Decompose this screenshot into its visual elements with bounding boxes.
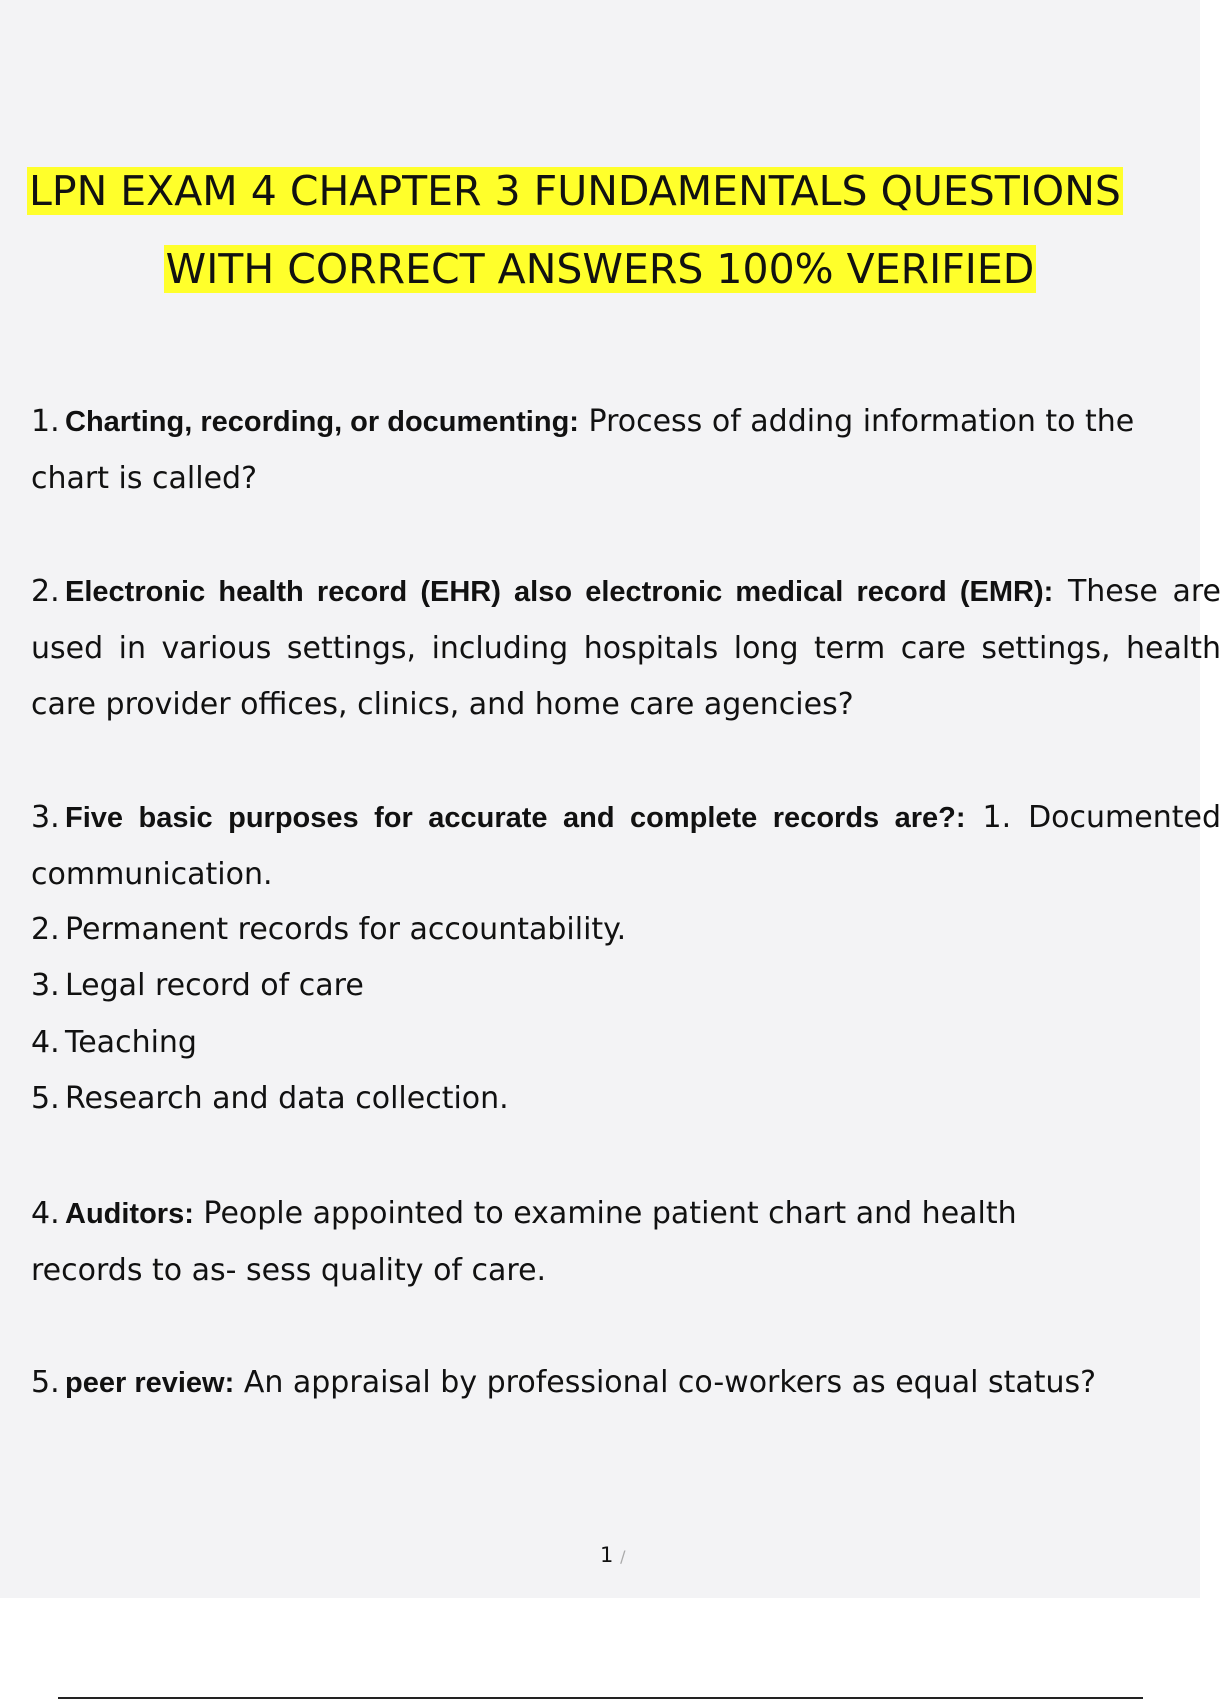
item-number: 1. (31, 404, 60, 439)
subitem-text: Permanent records for accountability. (65, 912, 627, 947)
footer-divider (58, 1697, 1143, 1699)
subitem-number: 4. (31, 1025, 60, 1060)
title-line-2 (0, 244, 1200, 294)
item-definition: People appointed to examine patient chart and health records to as- sess quality of care. (31, 1196, 1017, 1288)
subitem-number: 2. (31, 912, 60, 947)
item-term: peer review: (65, 1367, 235, 1399)
subitem-number: 3. (31, 968, 60, 1003)
subitem-text: Research and data collection. (65, 1081, 509, 1116)
item-number: 3. (31, 800, 60, 835)
item-definition: These are used in various settings, including hospitals long term care settings, health care provider offices, clinics, and home care agencies? (31, 574, 1221, 722)
item-number: 4. (31, 1196, 60, 1231)
subitem-1 (31, 902, 626, 958)
subitem-text: Teaching (65, 1025, 197, 1060)
item-term: Auditors: (65, 1198, 194, 1230)
title-highlight-2: WITH CORRECT ANSWERS 100% VERIFIED (165, 245, 1035, 293)
question-item-2 (31, 564, 1221, 734)
item-number: 2. (31, 574, 60, 609)
subitem-text: Legal record of care (65, 968, 364, 1003)
item-number: 5. (31, 1365, 60, 1400)
question-item-5 (31, 1355, 1191, 1412)
subitem-number: 5. (31, 1081, 60, 1116)
subitem-2 (31, 958, 364, 1014)
item-term: Five basic purposes for accurate and complete records are?: (65, 802, 966, 834)
item-term: Charting, recording, or documenting: (65, 406, 579, 438)
item-definition: 1. Documented communication. (31, 800, 1221, 892)
page-number-value: 1 (600, 1543, 614, 1567)
question-item-4 (31, 1186, 1131, 1299)
subitem-3 (31, 1015, 197, 1071)
page-separator: / (620, 1547, 626, 1566)
item-definition: An appraisal by professional co-workers as equal status? (243, 1365, 1097, 1400)
item-term: Electronic health record (EHR) also electronic medical record (EMR): (65, 576, 1054, 608)
title-line-1 (27, 166, 1227, 216)
question-item-1 (31, 394, 1161, 507)
title-highlight-1: LPN EXAM 4 CHAPTER 3 FUNDAMENTALS QUESTIONS (29, 167, 1121, 215)
question-item-3 (31, 790, 1221, 903)
page-number (600, 1542, 625, 1570)
subitem-4 (31, 1071, 509, 1127)
item-definition: Process of adding information to the chart is called? (31, 404, 1135, 496)
